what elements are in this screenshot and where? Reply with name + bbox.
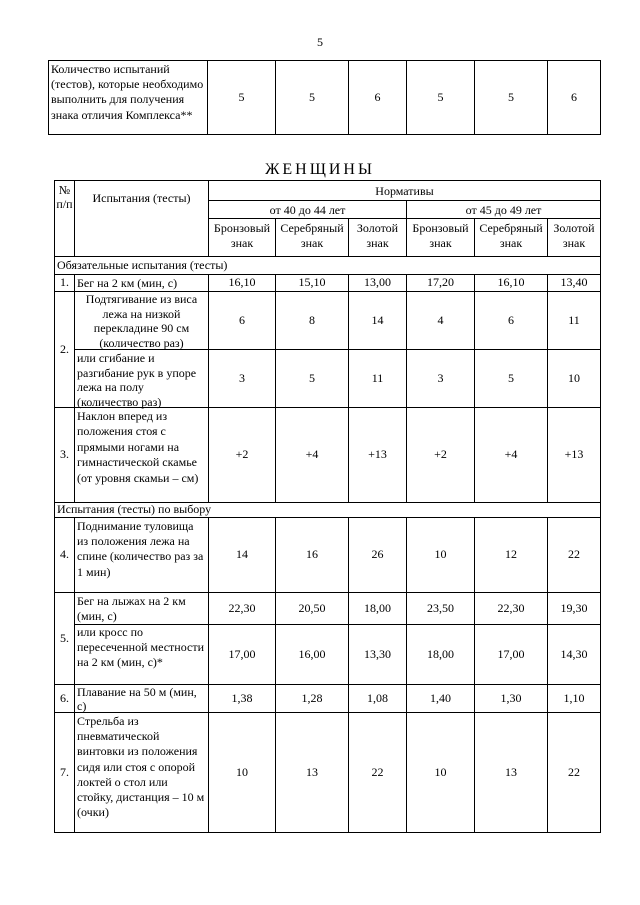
row-test-name: или сгибание и разгибание рук в упоре лежа на полу (количество раз) bbox=[74, 349, 209, 408]
row-number: 5. bbox=[54, 592, 75, 685]
top-table-value: 5 bbox=[406, 60, 475, 135]
row-value: 1,30 bbox=[474, 684, 548, 713]
row-value: 16,00 bbox=[275, 624, 349, 685]
row-number: 2. bbox=[54, 291, 75, 408]
row-value: 14 bbox=[348, 291, 407, 350]
row-number: 3. bbox=[54, 407, 75, 503]
header-tests: Испытания (тесты) bbox=[74, 180, 209, 257]
row-value: 10 bbox=[406, 712, 475, 833]
header-silver: Серебряный знак bbox=[275, 218, 349, 257]
row-number: 7. bbox=[54, 712, 75, 833]
row-number: 6. bbox=[54, 684, 75, 713]
header-bronze: Бронзовый знак bbox=[208, 218, 276, 257]
row-value: 16 bbox=[275, 517, 349, 593]
row-value: 6 bbox=[208, 291, 276, 350]
row-value: 22,30 bbox=[474, 592, 548, 625]
row-value: 22 bbox=[547, 712, 601, 833]
row-value: 1,40 bbox=[406, 684, 475, 713]
row-value: 14,30 bbox=[547, 624, 601, 685]
header-norms: Нормативы bbox=[208, 180, 601, 201]
row-value: 22 bbox=[348, 712, 407, 833]
row-value: 13 bbox=[275, 712, 349, 833]
row-value: 1,08 bbox=[348, 684, 407, 713]
row-value: +2 bbox=[406, 407, 475, 503]
top-table-value: 5 bbox=[275, 60, 349, 135]
row-value: 17,00 bbox=[474, 624, 548, 685]
row-value: 13 bbox=[474, 712, 548, 833]
header-gold: Золотой знак bbox=[348, 218, 407, 257]
row-value: 4 bbox=[406, 291, 475, 350]
row-value: 5 bbox=[275, 349, 349, 408]
header-num: № п/п bbox=[54, 180, 75, 257]
row-value: 1,28 bbox=[275, 684, 349, 713]
row-value: +4 bbox=[474, 407, 548, 503]
section-title: ЖЕНЩИНЫ bbox=[265, 161, 375, 178]
row-number: 1. bbox=[54, 274, 75, 292]
row-value: 19,30 bbox=[547, 592, 601, 625]
row-value: 3 bbox=[406, 349, 475, 408]
top-table-value: 6 bbox=[547, 60, 601, 135]
section-optional: Испытания (тесты) по выбору bbox=[54, 502, 601, 518]
row-value: 14 bbox=[208, 517, 276, 593]
row-value: 8 bbox=[275, 291, 349, 350]
row-test-name: Поднимание туловища из положения лежа на спине (количество раз за 1 мин) bbox=[74, 517, 209, 593]
row-number: 4. bbox=[54, 517, 75, 593]
row-value: 10 bbox=[547, 349, 601, 408]
row-value: 12 bbox=[474, 517, 548, 593]
row-value: 1,38 bbox=[208, 684, 276, 713]
header-age-group-1: от 40 до 44 лет bbox=[208, 200, 407, 219]
header-silver: Серебряный знак bbox=[474, 218, 548, 257]
row-value: 22 bbox=[547, 517, 601, 593]
page-number: 5 bbox=[317, 35, 323, 49]
row-value: 10 bbox=[406, 517, 475, 593]
row-value: 16,10 bbox=[208, 274, 276, 292]
row-value: 26 bbox=[348, 517, 407, 593]
header-bronze: Бронзовый знак bbox=[406, 218, 475, 257]
row-value: +13 bbox=[547, 407, 601, 503]
row-value: 22,30 bbox=[208, 592, 276, 625]
row-value: 13,30 bbox=[348, 624, 407, 685]
row-value: 20,50 bbox=[275, 592, 349, 625]
top-table-value: 5 bbox=[474, 60, 548, 135]
header-gold: Золотой знак bbox=[547, 218, 601, 257]
row-value: 16,10 bbox=[474, 274, 548, 292]
row-value: +13 bbox=[348, 407, 407, 503]
section-mandatory: Обязательные испытания (тесты) bbox=[54, 256, 601, 275]
top-table-label: Количество испытаний (тестов), которые необходимо выполнить для получения знака отличия Комплекса** bbox=[48, 60, 208, 135]
row-value: 18,00 bbox=[406, 624, 475, 685]
row-value: 10 bbox=[208, 712, 276, 833]
row-test-name: Стрельба из пневматической винтовки из положения сидя или стоя с опорой локтей о стол или стойку, дистанция – 10 м (очки) bbox=[74, 712, 209, 833]
row-value: 5 bbox=[474, 349, 548, 408]
row-test-name: Бег на 2 км (мин, с) bbox=[74, 274, 209, 292]
row-value: 18,00 bbox=[348, 592, 407, 625]
header-age-group-2: от 45 до 49 лет bbox=[406, 200, 601, 219]
row-value: 11 bbox=[348, 349, 407, 408]
top-table-value: 5 bbox=[207, 60, 276, 135]
row-value: +2 bbox=[208, 407, 276, 503]
row-value: 1,10 bbox=[547, 684, 601, 713]
row-value: 3 bbox=[208, 349, 276, 408]
row-value: 17,20 bbox=[406, 274, 475, 292]
row-value: 6 bbox=[474, 291, 548, 350]
row-value: 11 bbox=[547, 291, 601, 350]
top-table-value: 6 bbox=[348, 60, 407, 135]
row-test-name: Плавание на 50 м (мин, с) bbox=[74, 684, 209, 713]
row-test-name: Бег на лыжах на 2 км (мин, с) bbox=[74, 592, 209, 625]
row-value: +4 bbox=[275, 407, 349, 503]
row-test-name: Наклон вперед из положения стоя с прямыми ногами на гимнастической скамье (от уровня скамьи – см) bbox=[74, 407, 209, 503]
row-value: 17,00 bbox=[208, 624, 276, 685]
row-test-name: или кросс по пересеченной местности на 2 км (мин, с)* bbox=[74, 624, 209, 685]
row-value: 13,40 bbox=[547, 274, 601, 292]
row-value: 13,00 bbox=[348, 274, 407, 292]
row-value: 15,10 bbox=[275, 274, 349, 292]
row-value: 23,50 bbox=[406, 592, 475, 625]
row-test-name: Подтягивание из виса лежа на низкой перекладине 90 см (количество раз) bbox=[74, 291, 209, 350]
